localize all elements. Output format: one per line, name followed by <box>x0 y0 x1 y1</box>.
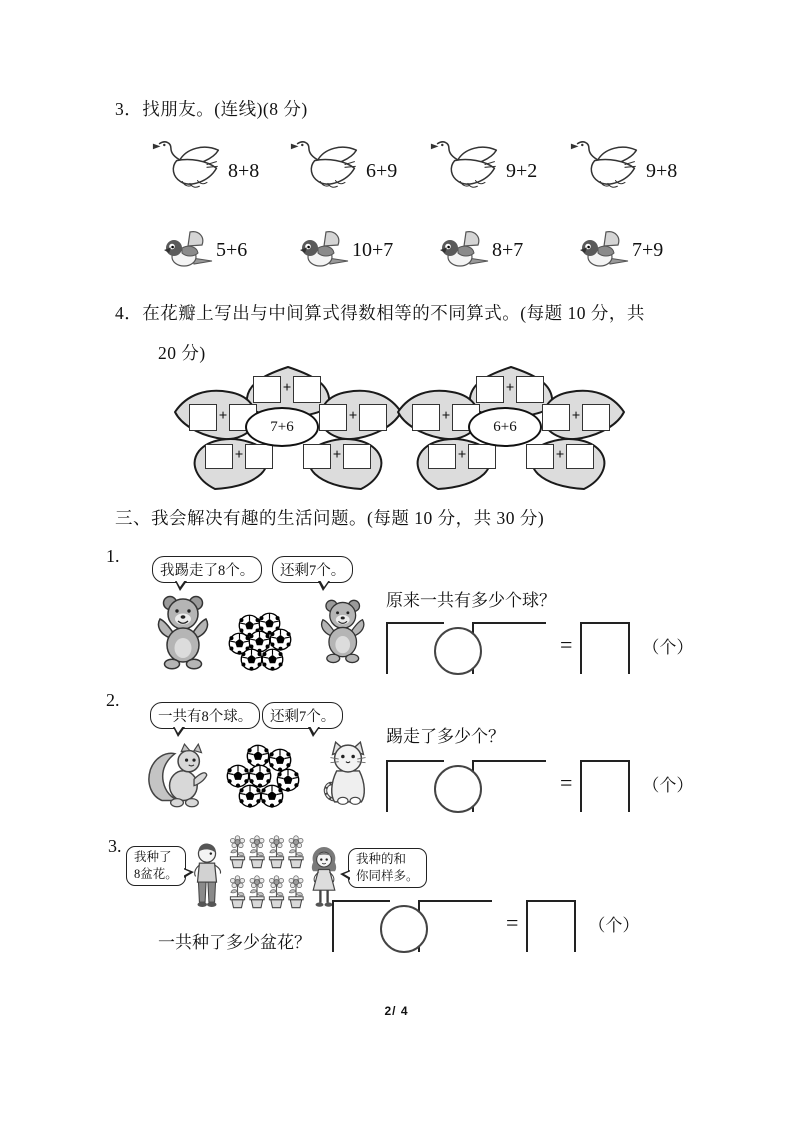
unit-label: （个） <box>642 776 694 795</box>
problem3-speech-bubble-right <box>348 848 427 888</box>
answer-box[interactable] <box>582 404 610 431</box>
problem3-number: 3. <box>108 836 122 856</box>
bird-expression: 8+7 <box>492 239 524 261</box>
bubble-text-line: 我种了 <box>134 850 172 864</box>
page-indicator: 2/ 4 <box>384 1004 409 1018</box>
operator-circle[interactable] <box>380 905 428 953</box>
problem1-question: 原来一共有多少个球？ <box>386 591 556 610</box>
bird-expression: 5+6 <box>216 239 248 261</box>
problem2-equation <box>386 760 693 813</box>
problem1-speech-bubble-left: 我踢走了8个。 <box>152 556 262 583</box>
q4-heading-line2: 20 分) <box>158 343 206 363</box>
bird-match-item-2[interactable] <box>298 230 393 270</box>
bird-match-item-3[interactable] <box>438 230 523 270</box>
bird-match-item-4[interactable] <box>578 230 663 270</box>
problem2-question: 踢走了多少个？ <box>386 727 505 746</box>
answer-box[interactable] <box>303 444 331 469</box>
unit-label: （个） <box>642 638 694 657</box>
problem3-equation <box>332 900 639 953</box>
answer-box[interactable] <box>205 444 233 469</box>
answer-box[interactable] <box>542 404 570 431</box>
flower-diagram-2 <box>396 366 626 492</box>
problem3-speech-bubble-left <box>126 846 186 886</box>
goose-icon <box>288 136 364 191</box>
plus-sign: + <box>457 447 467 463</box>
magpie-bird-icon <box>298 230 350 270</box>
plus-sign: + <box>555 447 565 463</box>
goose-match-item-2[interactable] <box>288 136 397 191</box>
goose-icon <box>150 136 226 191</box>
number-write-area[interactable] <box>472 760 546 812</box>
bubble-text-line: 我种的和 <box>356 852 407 866</box>
answer-box[interactable] <box>468 444 496 469</box>
plus-sign: + <box>441 408 451 424</box>
problem2-speech-bubble-left: 一共有8个球。 <box>150 702 260 729</box>
cat-icon <box>322 740 374 806</box>
plus-sign: + <box>505 380 515 396</box>
answer-box[interactable] <box>319 404 347 431</box>
bear-icon <box>148 592 222 670</box>
operator-circle[interactable] <box>434 765 482 813</box>
operator-circle[interactable] <box>434 627 482 675</box>
soccer-ball-pile <box>228 612 310 672</box>
answer-box[interactable] <box>476 376 504 403</box>
goose-expression: 6+9 <box>366 160 398 182</box>
squirrel-icon <box>146 742 208 808</box>
answer-box[interactable] <box>293 376 321 403</box>
plus-sign: + <box>332 447 342 463</box>
goose-icon <box>428 136 504 191</box>
bird-match-item-1[interactable] <box>162 230 247 270</box>
flower-center-expression: 7+6 <box>245 407 319 447</box>
flower-pots-grid <box>228 834 306 912</box>
plus-sign: + <box>348 408 358 424</box>
problem1-equation <box>386 622 693 675</box>
problem2-speech-bubble-right: 还剩7个。 <box>262 702 343 729</box>
answer-write-box[interactable] <box>526 900 576 952</box>
q4-heading-line1: 4．在花瓣上写出与中间算式得数相等的不同算式。(每题 10 分，共 <box>115 303 645 323</box>
problem2-number: 2. <box>106 690 120 710</box>
problem1-number: 1. <box>106 546 120 566</box>
answer-box[interactable] <box>566 444 594 469</box>
answer-box[interactable] <box>428 444 456 469</box>
answer-box[interactable] <box>253 376 281 403</box>
answer-box[interactable] <box>245 444 273 469</box>
answer-box[interactable] <box>359 404 387 431</box>
number-write-area[interactable] <box>418 900 492 952</box>
plus-sign: + <box>282 380 292 396</box>
goose-match-item-4[interactable] <box>568 136 677 191</box>
answer-box[interactable] <box>343 444 371 469</box>
answer-box[interactable] <box>526 444 554 469</box>
soccer-ball-pile <box>224 744 314 810</box>
plus-sign: + <box>571 408 581 424</box>
bird-expression: 7+9 <box>632 239 664 261</box>
goose-icon <box>568 136 644 191</box>
magpie-bird-icon <box>162 230 214 270</box>
equals-sign: = <box>560 770 573 795</box>
number-write-area[interactable] <box>472 622 546 674</box>
answer-box[interactable] <box>412 404 440 431</box>
answer-box[interactable] <box>516 376 544 403</box>
plus-sign: + <box>218 408 228 424</box>
flower-center-expression: 6+6 <box>468 407 542 447</box>
answer-box[interactable] <box>189 404 217 431</box>
goose-expression: 8+8 <box>228 160 260 182</box>
q3-heading: 3．找朋友。(连线)(8 分) <box>115 99 308 119</box>
problem3-question: 一共种了多少盆花？ <box>158 933 311 952</box>
equals-sign: = <box>560 632 573 657</box>
problem1-speech-bubble-right: 还剩7个。 <box>272 556 353 583</box>
goose-match-item-1[interactable] <box>150 136 259 191</box>
goose-expression: 9+2 <box>506 160 538 182</box>
unit-label: （个） <box>588 916 640 935</box>
magpie-bird-icon <box>438 230 490 270</box>
flower-diagram-1 <box>173 366 403 492</box>
goose-expression: 9+8 <box>646 160 678 182</box>
bubble-text-line: 你同样多。 <box>356 868 419 883</box>
plus-sign: + <box>234 447 244 463</box>
magpie-bird-icon <box>578 230 630 270</box>
answer-write-box[interactable] <box>580 760 630 812</box>
bird-expression: 10+7 <box>352 239 394 261</box>
section3-heading: 三、我会解决有趣的生活问题。(每题 10 分，共 30 分) <box>115 508 545 528</box>
bear-icon <box>310 596 372 664</box>
goose-match-item-3[interactable] <box>428 136 537 191</box>
bubble-text-line: 8盆花。 <box>134 866 178 881</box>
equals-sign: = <box>506 910 519 935</box>
answer-write-box[interactable] <box>580 622 630 674</box>
